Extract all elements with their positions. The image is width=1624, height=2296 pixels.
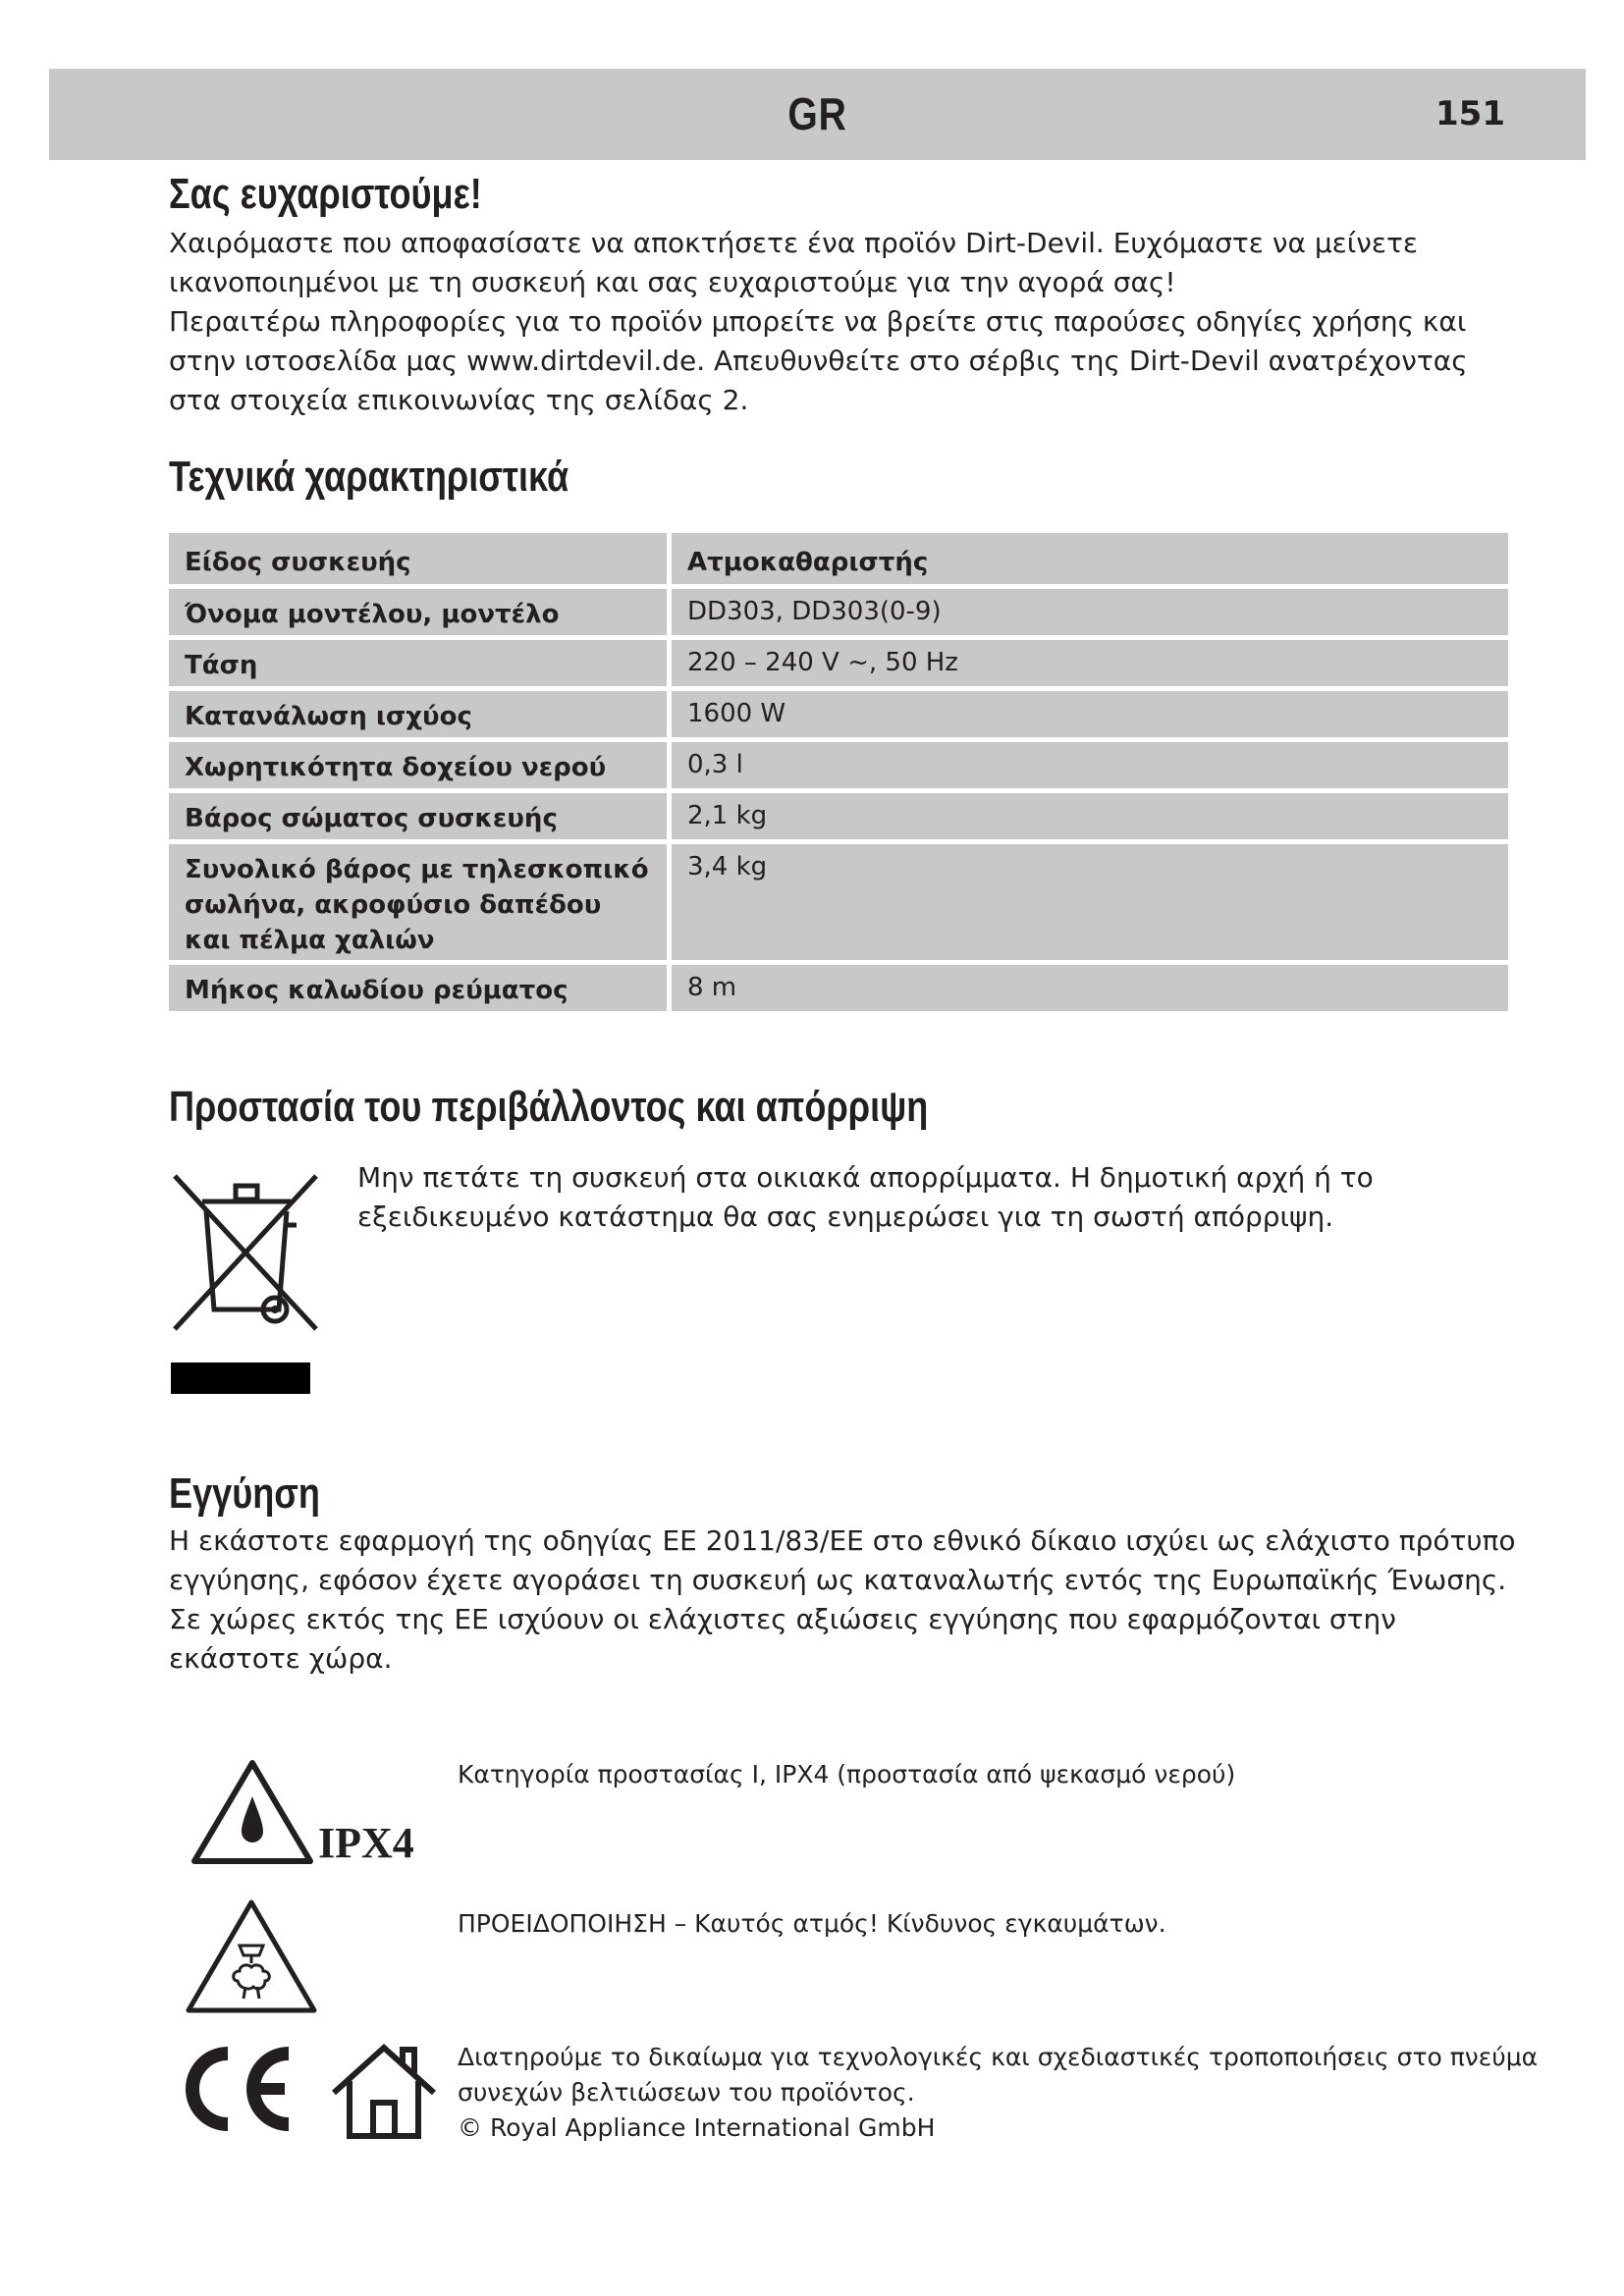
page-number: 151 [1435, 94, 1505, 133]
protection-class-text: Κατηγορία προστασίας I, IPX4 (προστασία από ψεκασμό νερού) [458, 1760, 1236, 1789]
thanks-heading: Σας ευχαριστούμε! [169, 170, 482, 218]
hot-steam-warning-text: ΠΡΟΕΙΔΟΠΟΙΗΣΗ – Καυτός ατμός! Κίνδυνος εγκαυμάτων. [458, 1909, 1166, 1938]
spec-value: 0,3 l [672, 742, 1508, 788]
rights-reserved-line: Διατηρούμε το δικαίωμα για τεχνολογικές και σχεδιαστικές τροποποιήσεις στο πνεύμα συνεχών βελτιώσεων του προϊόντος. [458, 2043, 1539, 2107]
table-row [169, 691, 1508, 737]
table-row [169, 844, 1508, 960]
table-row [169, 640, 1508, 686]
ipx-rating-label: IPX4 [318, 1819, 414, 1867]
hot-steam-warning-icon [183, 1896, 320, 2018]
crossed-out-wheelie-bin-icon [165, 1166, 328, 1408]
spec-value: 8 m [672, 965, 1508, 1011]
spec-value: 2,1 kg [672, 793, 1508, 839]
specs-header-row [169, 533, 1508, 584]
disposal-text: Μην πετάτε τη συσκευή στα οικιακά απορρίμματα. Η δημοτική αρχή ή το εξειδικευμένο κατάστημα θα σας ενημερώσει για τη σωστή απόρριψη. [357, 1161, 1374, 1233]
table-row [169, 742, 1508, 788]
specs-table [169, 528, 1508, 1016]
environment-heading: Προστασία του περιβάλλοντος και απόρριψη [169, 1083, 929, 1131]
table-row [169, 965, 1508, 1011]
spec-value: 3,4 kg [672, 844, 1508, 960]
thanks-paragraph-2: Περαιτέρω πληροφορίες για το προϊόν μπορείτε να βρείτε στις παρούσες οδηγίες χρήσης και στην ιστοσελίδα μας www.dirtdevil.de. Απευθυνθείτε στο σέρβις της Dirt-Devil ανατρέχοντας στα στοιχεία επικοινωνίας της σελίδας 2. [169, 305, 1468, 416]
spec-value: DD303, DD303(0-9) [672, 589, 1508, 635]
spec-label: Μήκος καλωδίου ρεύματος [169, 965, 672, 1011]
ce-mark-icon [175, 2046, 297, 2132]
rights-reserved-text [458, 2040, 1547, 2146]
thanks-text [169, 224, 1524, 420]
thanks-paragraph-1: Χαιρόμαστε που αποφασίσατε να αποκτήσετε ένα προϊόν Dirt-Devil. Ευχόμαστε να μείνετε ικανοποιημένοι με τη συσκευή και σας ευχαριστούμε για την αγορά σας! [169, 227, 1419, 298]
table-row [169, 793, 1508, 839]
spec-label: Κατανάλωση ισχύος [169, 691, 672, 737]
page-header [49, 69, 1586, 160]
copyright-line: © Royal Appliance International GmbH [458, 2113, 936, 2142]
warranty-heading: Εγγύηση [169, 1469, 320, 1518]
table-row [169, 589, 1508, 635]
specs-header-value: Ατμοκαθαριστής [672, 533, 1508, 584]
spec-label: Όνομα μοντέλου, μοντέλο [169, 589, 672, 635]
warranty-text: Η εκάστοτε εφαρμογή της οδηγίας ΕΕ 2011/83/ΕΕ στο εθνικό δίκαιο ισχύει ως ελάχιστο πρότυπο εγγύησης, εφόσον έχετε αγοράσει τη συσκευή ως καταναλωτής εντός της Ευρωπαϊκής Ένωσης. Σε χώρες εκτός της ΕΕ ισχύουν οι ελάχιστες αξιώσεις εγγύησης που εφαρμόζονται στην εκάστοτε χώρα. [169, 1524, 1516, 1675]
spec-label: Συνολικό βάρος με τηλεσκοπικό σωλήνα, ακροφύσιο δαπέδου και πέλμα χαλιών [169, 844, 672, 960]
spec-label: Χωρητικότητα δοχείου νερού [169, 742, 672, 788]
specs-header-label: Είδος συσκευής [169, 533, 672, 584]
spec-value: 220 – 240 V ~, 50 Hz [672, 640, 1508, 686]
indoor-use-house-icon [330, 2042, 438, 2140]
spec-label: Τάση [169, 640, 672, 686]
language-code: GR [787, 88, 847, 139]
spec-value: 1600 W [672, 691, 1508, 737]
specs-heading: Τεχνικά χαρακτηριστικά [169, 453, 569, 501]
spec-label: Βάρος σώματος συσκευής [169, 793, 672, 839]
water-drop-warning-icon [189, 1757, 316, 1867]
